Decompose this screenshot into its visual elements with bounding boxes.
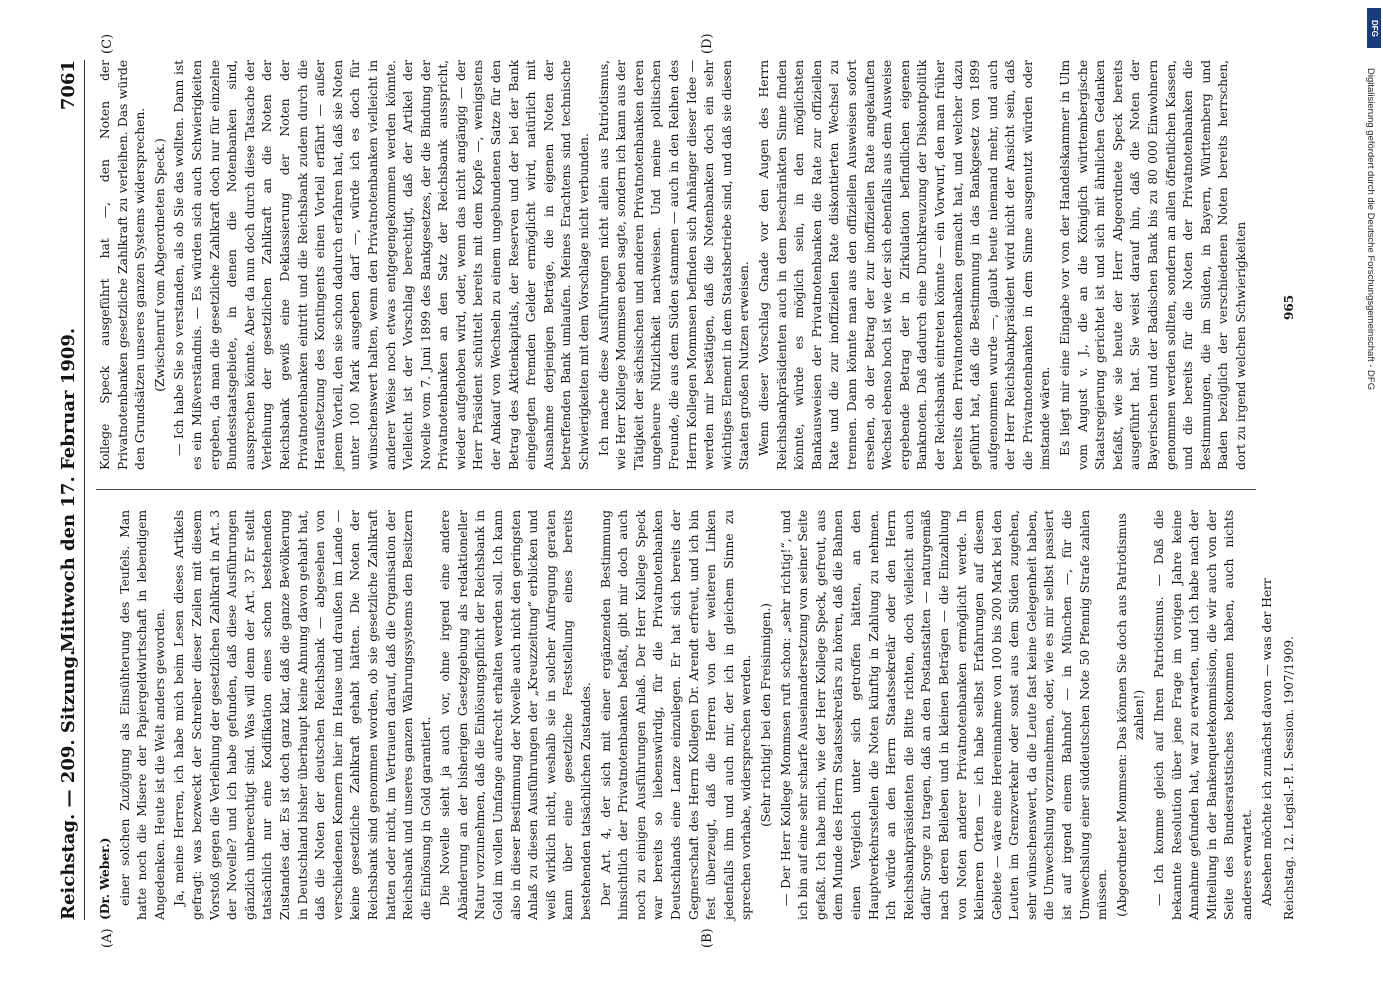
paragraph: Absehen möchte ich zunächst davon — was der Herr: [1258, 578, 1274, 906]
paragraph: — Ich habe Sie so verstanden, als ob Sie das wollten. Dann ist es ein Mißverständnis. — Es würden sich auch Schwierigkeiten ergeben, da man die gesetzliche Zahlkraft doch nur für einzelne Bundesstaatsgebiete, in denen die Notenbanken sind, aussprechen könnte. Aber da nun doch durch diese Tatsache der Verleihung der gesetzlichen Zahlkraft an die Noten der Reichsbank gewiß eine Deklassierung der Noten der Privatnotenbanken eintritt und die Reichsbank zudem durch die Heraufsetzung des Kontingents einen Vorteil erfährt — außer jenem Vorteil, den sie schon dadurch erfahren hat, daß sie Noten unter 100 Mark ausgeben darf —, würde ich es doch für wünschenswert halten, wenn den Privatnotenbanken vielleicht in anderer Weise noch etwas entgegengekommen werden könnte. Vielleicht ist der Vorschlag berechtigt, daß der Artikel der Novelle vom 7. Juni 1899 des Bankgesetzes, der die Bindung der Privatnotenbanken an den Satz der Reichsbank ausspricht, wieder aufgehoben wird, oder, wenn das nicht angängig — der Herr Präsident schüttelt bereits mit dem Kopfe —, wenigstens der Ankauf von Wechseln zu einem ungebundenen Satze für den Betrag des Aktienkapitals, der Reserven und der bei der Bank eingelegten fremden Gelder ermöglicht wird, natürlich mit Ausnahme derjenigen Beträge, die in eigenen Noten der betreffenden Bank umlaufen. Meines Erachtens sind technische Schwierigkeiten mit dem Vorschlage nicht verbunden.: [171, 60, 592, 470]
header-rule: [84, 60, 85, 920]
footer-signature: 965: [1282, 294, 1296, 320]
dfg-logo: DFG: [1367, 8, 1381, 48]
speaker-tag: (Dr. Weber.): [97, 837, 112, 920]
paragraph: — Ich komme gleich auf Ihren Patriotismus. — Daß die bekannte Resolution über jene Frage im vorigen Jahre keine Annahme gefunden hat, war zu erwarten, und ich habe nach der Mitteilung in der Bankenquetekommission, die wir auch von der Seite des Bundesratstisches bekommen haben, auch nichts anderes erwartet.: [1151, 510, 1254, 920]
margin-letter-a: (A): [100, 928, 115, 948]
margin-letter-c: (C): [100, 33, 115, 54]
page-number: 7061: [58, 60, 79, 111]
paragraph: Ja, meine Herren, ich habe mich beim Lesen dieses Artikels gefragt: was bezweckt der Schreiber dieser Zeilen mit diesem Vorstoß gegen die Verleihung der gesetzlichen Zahlkraft in Art. 3 der Novelle? und ich habe gefunden, daß diese Ausführungen gänzlich unberechtigt sind. Was will denn der Art. 3? Er stellt tatsächlich nur eine Kodifikation eines schon bestehenden Zustandes dar. Es ist doch ganz klar, daß die ganze Bevölkerung in Deutschland bisher überhaupt keine Ahnung davon gehabt hat, daß die Noten der deutschen Reichsbank — abgesehen von verschiedenen Kennern hier im Hause und draußen im Lande — keine gesetzliche Zahlkraft gehabt hätten. Die Noten der Reichsbank sind genommen worden, ob sie gesetzliche Zahlkraft hatten oder nicht, im Vertrauen darauf, daß die Organisation der Reichsbank und unseres ganzen Währungssystems den Besitzern die Einlösung in Gold garantiert.: [171, 510, 433, 920]
digitization-note: Digitalisierung gefördert durch die Deutsche Forschungsgemeinschaft - DFG: [1365, 68, 1376, 391]
interjection: (Sehr richtig! bei den Freisinnigen.): [757, 603, 773, 827]
running-head: [56, 60, 84, 920]
page-footer: [1282, 60, 1306, 920]
margin-letter-b: (B): [700, 928, 715, 948]
column-divider: [96, 489, 1256, 490]
digitization-strip: [1365, 8, 1379, 998]
paragraph: Es liegt mir eine Eingabe vor von der Handelskammer in Ulm vom August v. J., die an die Königlich württembergische Staatsregierung gerichtet ist und sich mit ähnlichen Gedanken befaßt, wie sie heute der Herr Abgeordnete Speck bereits ausgeführt hat. Sie weist darauf hin, daß die Noten der Bayerischen und der Badischen Bank bis zu 80 000 Einwohnern genommen werden sollten, sondern an allen öffentlichen Kassen, und die bereits für die Noten der Privatnotenbanken die Bestimmungen, die im Süden, in Bayern, Württemberg und Baden bezüglich der verschiedenen Noten bereits herrschen, dort zu irgend welchen Schwierigkeiten: [1057, 60, 1248, 470]
interjection: (Abgeordneter Mommsen: Das können Sie doch aus Patriotismus zahlen!): [1113, 513, 1147, 917]
running-head-date: Mittwoch den 17. Februar 1909.: [58, 327, 79, 653]
footer-session: Reichstag. 12. Legisl.-P. I. Session. 1907/1909.: [1282, 636, 1296, 920]
paragraph: einer solchen Zuzügung als Einsühterung des Teufels. Man hatte noch die Misere der Papiergeldwirtschaft in lebendigem Angedenken. Heute ist die Welt anders geworden.: [116, 510, 167, 920]
interjection: (Zwischenruf vom Abgeordneten Speck.): [151, 138, 167, 392]
text-column-left: [96, 510, 1276, 920]
paragraph: Wenn dieser Vorschlag Gnade vor den Augen des Herrn Reichsbankpräsidenten auch in dem beschränkten Sinne finden könnte, würde es möglich sein, in den möglichsten Bankausweisen der Privatnotenbanken die Rate zur offiziellen Rate und die zur inoffiziellen Rate diskontierten Wechsel zu trennen. Dann könnte man aus den offiziellen Ausweisen sofort ersehen, ob der Betrag der zur inoffiziellen Rate angekauften Wechsel ebenso hoch ist wie der sich ebenfalls aus dem Ausweise ergebende Betrag der in Zirkulation befindlichen eigenen Banknoten. Daß dadurch eine Durchkreuzung der Diskontpolitik der Reichsbank eintreten könnte — ein Vorwurf, den man früher bereits den Privatnotenbanken gemacht hat, und welcher dazu geführt hat, daß die Bestimmung in das Bankgesetz von 1899 aufgenommen wurde —, glaubt heute niemand mehr, und auch der Herr Reichsbankpräsident wird nicht der Ansicht sein, daß die Privatnotenbanken in dem Sinne ausgenutzt würden oder imstande wären.: [755, 60, 1053, 470]
paragraph: Der Art. 4, der sich mit einer ergänzenden Bestimmung hinsichtlich der Privatnotenbanken befaßt, gibt mir doch auch noch zu einigen Ausführungen Anlaß. Der Herr Kollege Speck war bereits so liebenswürdig, für die Privatnotenbanken Deutschlands eine Lanze einzulegen. Er hat sich bereits der Gegnerschaft des Herrn Kollegen Dr. Arendt erfreut, und ich bin fest überzeugt, daß die Herren von der weiteren Linken jedenfalls ihm und auch mir, der ich in gleichem Sinne zu sprechen vorhabe, widersprechen werden.: [597, 510, 754, 920]
running-head-left: Reichstag. — 209. Sitzung.: [58, 649, 79, 920]
paragraph: — Der Herr Kollege Mommsen ruft schon: „sehr richtig!“, und ich bin auf eine sehr scharfe Auseinandersetzung von seiner Seite gefaßt. Ich habe mich, wie der Herr Kollege Speck, gefreut, aus dem Munde des Herrn Staatssekretärs zu hören, daß die Bahnen einen Vergleich unter sich getroffen hätten, an den Hauptverkehrsstellen die Noten künftig in Zahlung zu nehmen. Ich würde an den Herrn Staatssekretär oder den Herrn Reichsbankpräsidenten die Bitte richten, doch vielleicht auch dafür Sorge zu tragen, daß an den Postanstalten — naturgemäß nach deren Belieben und in kleinen Beträgen — die Einzahlung von Noten anderer Privatnotenbanken ermöglicht werde. In kleineren Orten — ich habe selbst Erfahrungen auf diesem Gebiete — wäre eine Hereinnahme von 100 bis 200 Mark bei den Leuten im Grenzverkehr oder sonst aus dem Süden zugehen, sehr wünschenswert, da die Leute fast keine Gelegenheit haben, die Umwechslung vorzunehmen, oder, wie es mir selbst passiert ist auf irgend einem Bahnhof — in München —, für die Umwechslung einer süddeutschen Note 50 Pfennig Strafe zahlen müssen.: [777, 509, 1110, 920]
paragraph: Die Novelle sieht ja auch vor, ohne irgend eine andere Abänderung an der bisherigen Gesetzgebung als redaktioneller Natur vorzunehmen, daß die Einlösungspflicht der Reichsbank in Gold im vollen Umfange aufrecht erhalten werden soll. Ich kann also in dieser Bestimmung der Novelle auch nicht den geringsten Anlaß zu diesen Ausführungen der „Kreuzzeitung“ erblicken und weiß wirklich nicht, weshalb sie in solcher Aufregung geraten kann über eine gesetzliche Feststellung eines bereits bestehenden tatsächlichen Zustandes.: [437, 510, 594, 920]
paragraph: Ich mache diese Ausführungen nicht allein aus Patriotismus, wie Herr Kollege Mommsen eben sagte, sondern ich kann aus der Tätigkeit der sächsischen und anderen Privatnotenbanken deren ungeheure Nützlichkeit nachweisen. Und meine politischen Freunde, die aus dem Süden stammen — auch in den Reihen des Herrn Kollegen Mommsen befinden sich Anhänger dieser Idee — werden mir bestätigen, daß die Notenbanken doch ein sehr wichtiges Element in dem Staatsbetriebe sind, und daß sie diesen Staaten großen Nutzen erweisen.: [595, 60, 752, 470]
margin-letter-d: (D): [700, 33, 715, 54]
paragraph: Kollege Speck ausgeführt hat —, den Noten der Privatnotenbanken gesetzliche Zahlkraft zu verleihen. Das würde den Grundsätzen unseres ganzen Systems widersprechen.: [97, 60, 148, 470]
text-column-right: [96, 60, 1276, 470]
